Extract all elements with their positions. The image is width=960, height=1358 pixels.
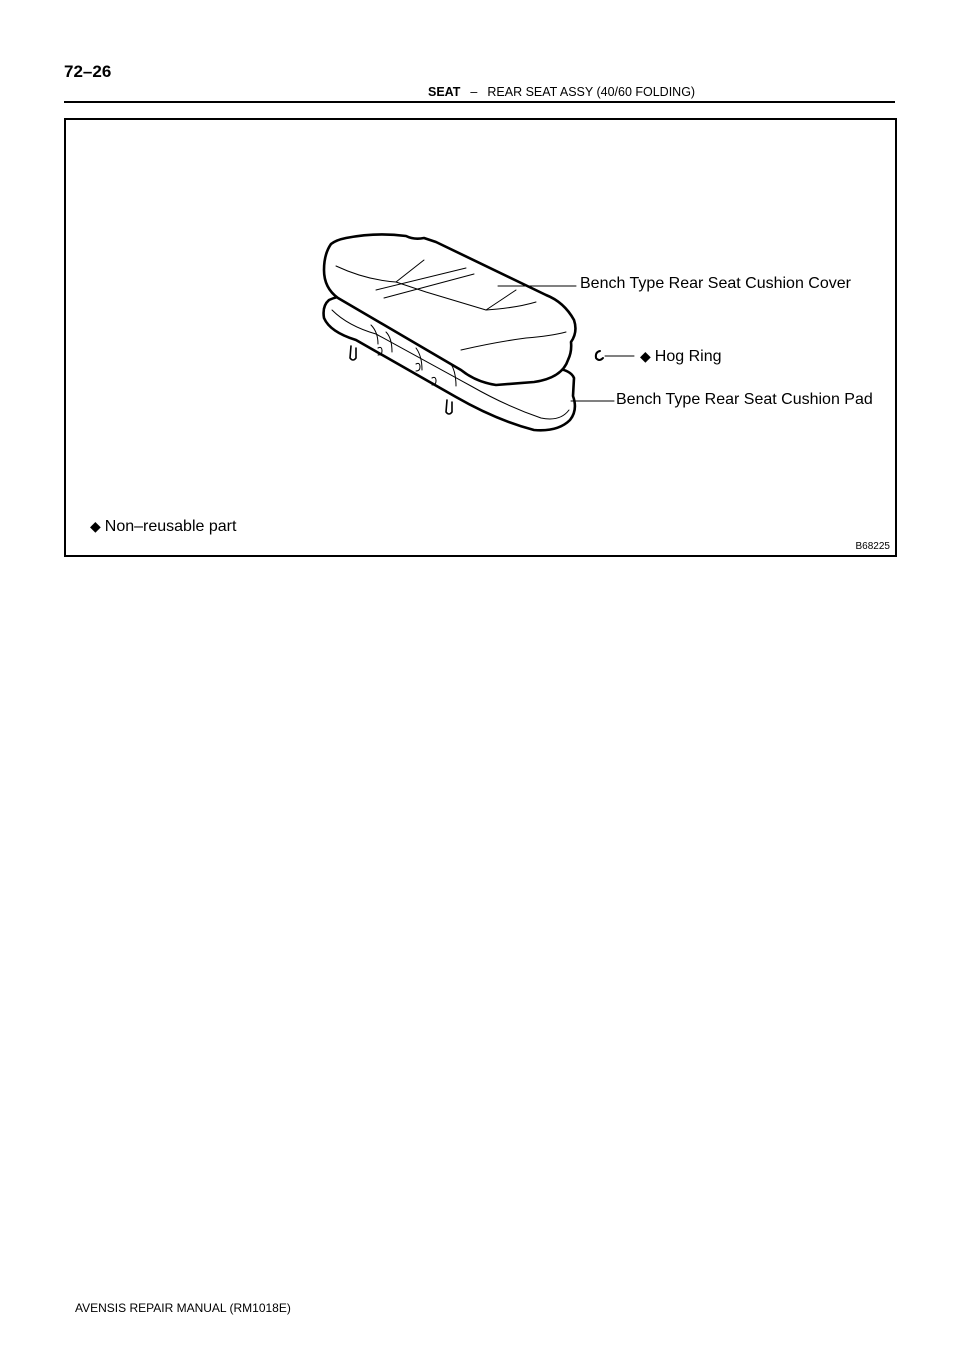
pad-clip-2 [446,400,452,414]
seat-illustration [66,120,895,555]
pad-clip-1 [350,346,356,360]
legend-non-reusable [90,518,236,536]
hog-ring-icon [596,351,603,360]
page-number: 72–26 [64,62,112,81]
section-name: SEAT [428,85,461,99]
callout-cover: Bench Type Rear Seat Cushion Cover [580,275,851,292]
hog-ring-label: Hog Ring [654,348,722,365]
callout-pad: Bench Type Rear Seat Cushion Pad [616,391,873,408]
non-reusable-icon: ◆ [90,518,101,534]
cushion-cover-outline [324,234,575,385]
title-separator: – [470,85,478,99]
header-rule [64,101,895,103]
legend-label: Non–reusable part [104,518,237,535]
figure-code: B68225 [855,541,890,552]
section-title [428,85,695,99]
footer-manual: AVENSIS REPAIR MANUAL (RM1018E) [75,1301,291,1315]
callout-hog-ring [640,348,721,366]
non-reusable-icon: ◆ [640,348,651,364]
figure-box [64,118,897,557]
subsection-name: REAR SEAT ASSY (40/60 FOLDING) [487,85,696,99]
